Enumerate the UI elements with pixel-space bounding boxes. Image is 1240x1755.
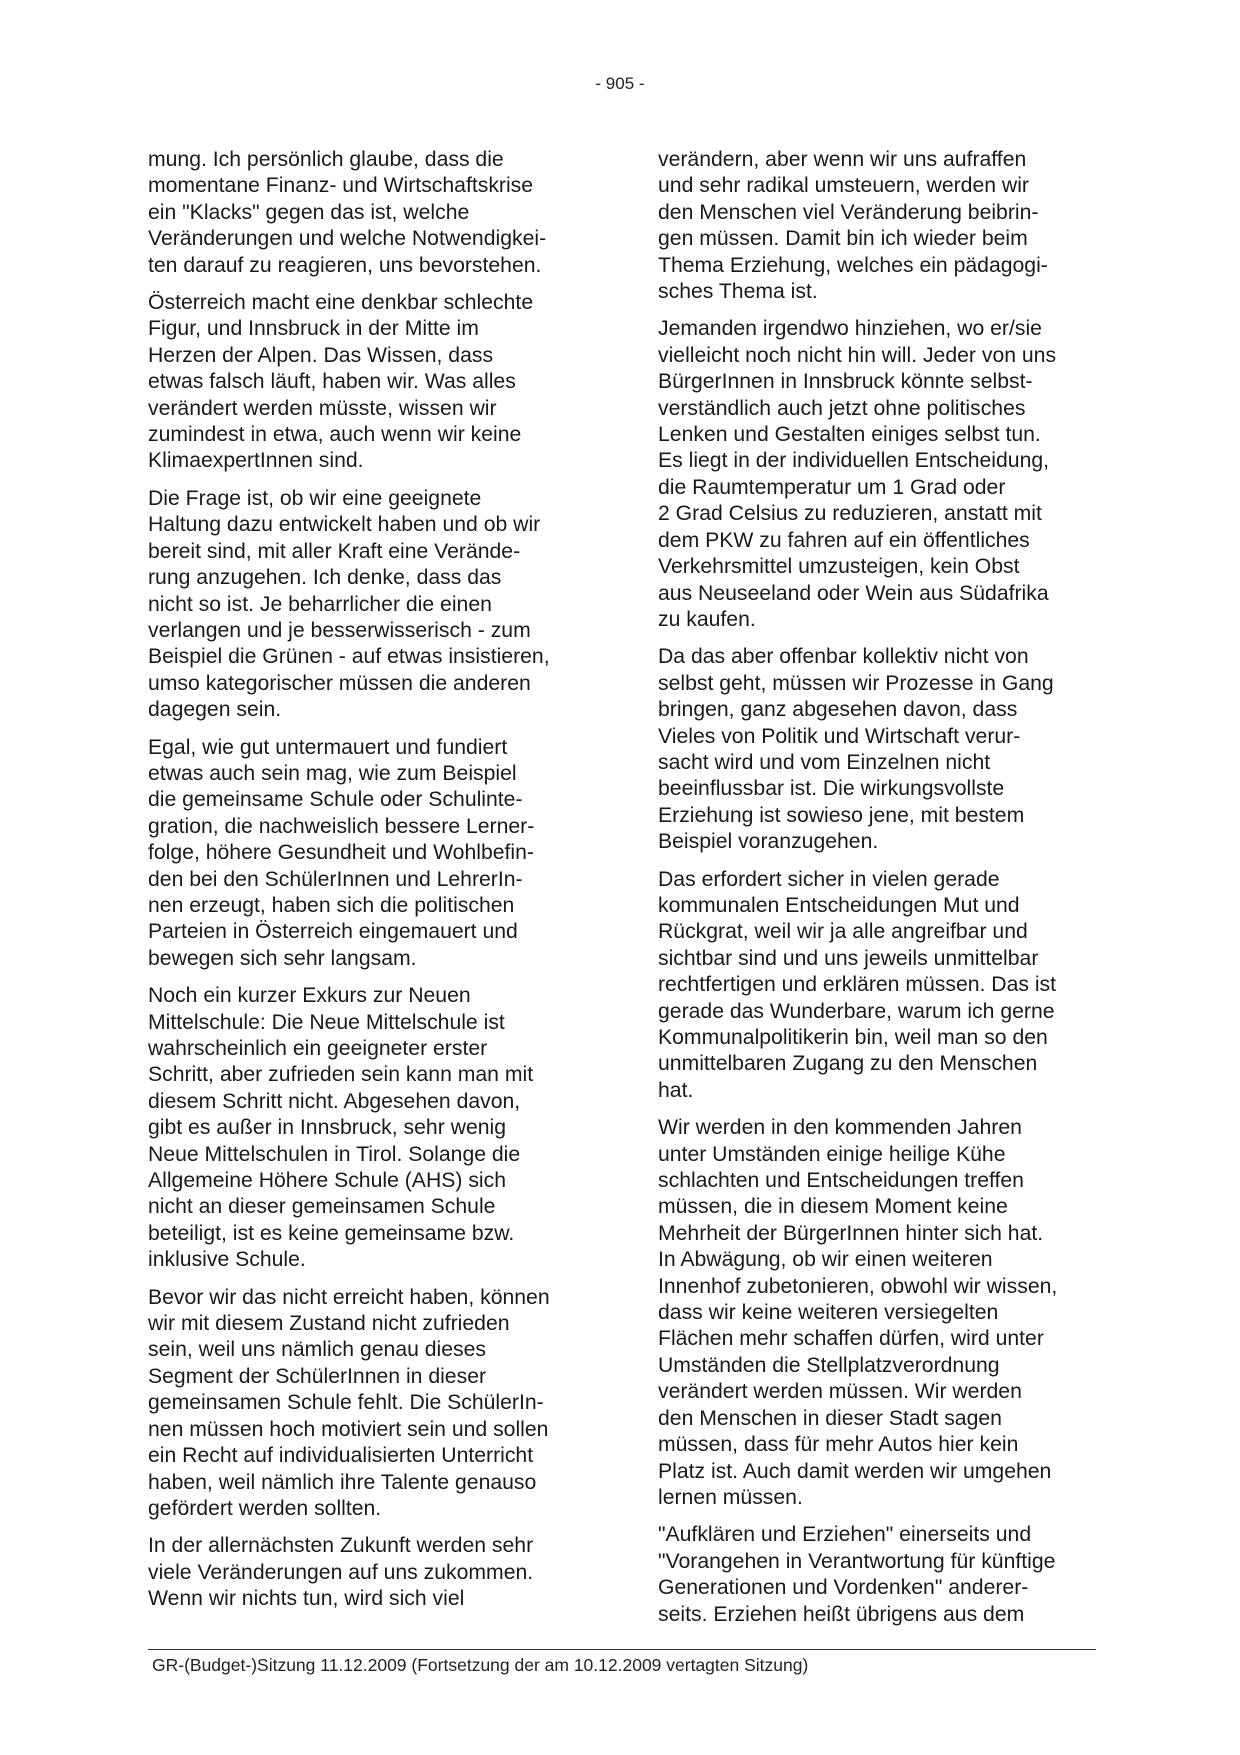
text-line: viele Veränderungen auf uns zukommen. (148, 1560, 534, 1584)
text-line: Haltung dazu entwickelt haben und ob wir (148, 513, 541, 537)
text-line: Innenhof zubetonieren, obwohl wir wissen, (658, 1274, 1058, 1298)
paragraph (148, 1533, 593, 1612)
text-line: nicht an dieser gemeinsamen Schule (148, 1195, 496, 1219)
text-line: zu kaufen. (658, 607, 756, 631)
text-line: wir mit diesem Zustand nicht zufrieden (148, 1312, 510, 1336)
paragraph (658, 147, 1103, 305)
text-line: lernen müssen. (658, 1485, 803, 1509)
text-line: Das erfordert sicher in vielen gerade (658, 867, 1000, 891)
text-line: bringen, ganz abgesehen davon, dass (658, 698, 1018, 722)
text-line: Veränderungen und welche Notwendigkei- (148, 227, 547, 251)
text-line: beteiligt, ist es keine gemeinsame bzw. (148, 1221, 515, 1245)
right-column (658, 147, 1103, 1639)
text-line: gibt es außer in Innsbruck, sehr wenig (148, 1116, 507, 1140)
text-line: dagegen sein. (148, 698, 282, 722)
text-line: ein Recht auf individualisierten Unterricht (148, 1444, 534, 1468)
text-line: und sehr radikal umsteuern, werden wir (658, 174, 1029, 198)
text-line: gerade das Wunderbare, warum ich gerne (658, 999, 1055, 1023)
text-line: Da das aber offenbar kollektiv nicht von (658, 645, 1029, 669)
text-line: die Raumtemperatur um 1 Grad oder (658, 475, 1006, 499)
text-line: etwas falsch läuft, haben wir. Was alles (148, 370, 516, 394)
paragraph (658, 1522, 1103, 1628)
paragraph (148, 735, 593, 973)
text-line: ein "Klacks" gegen das ist, welche (148, 200, 470, 224)
text-line: kommunalen Entscheidungen Mut und (658, 893, 1020, 917)
text-line: Lenken und Gestalten einiges selbst tun. (658, 423, 1041, 447)
text-line: Platz ist. Auch damit werden wir umgehen (658, 1459, 1052, 1483)
text-line: Erziehung ist sowieso jene, mit bestem (658, 803, 1025, 827)
text-line: hat. (658, 1078, 694, 1102)
text-line: Umständen die Stellplatzverordnung (658, 1353, 1000, 1377)
text-line: verändert werden müsste, wissen wir (148, 396, 497, 420)
paragraph (658, 316, 1103, 633)
text-line: dem PKW zu fahren auf ein öffentliches (658, 528, 1030, 552)
paragraph (658, 867, 1103, 1105)
text-line: BürgerInnen in Innsbruck könnte selbst- (658, 370, 1033, 394)
text-line: Kommunalpolitikerin bin, weil man so den (658, 1026, 1048, 1049)
text-line: Neue Mittelschulen in Tirol. Solange die (148, 1142, 521, 1166)
left-column (148, 147, 593, 1624)
text-line: Herzen der Alpen. Das Wissen, dass (148, 343, 494, 367)
text-line: beeinflussbar ist. Die wirkungsvollste (658, 777, 1005, 801)
text-line: schlachten und Entscheidungen treffen (658, 1169, 1024, 1193)
text-line: Thema Erziehung, welches ein pädagogi- (658, 253, 1048, 277)
text-line: gemeinsamen Schule fehlt. Die SchülerIn- (148, 1391, 544, 1415)
text-line: Beispiel die Grünen - auf etwas insistieren, (148, 645, 550, 669)
text-line: rung anzugehen. Ich denke, dass das (148, 566, 502, 590)
text-line: "Aufklären und Erziehen" einerseits und (658, 1523, 1032, 1547)
text-line: Die Frage ist, ob wir eine geeignete (148, 486, 482, 510)
text-line: Egal, wie gut untermauert und fundiert (148, 735, 508, 759)
text-line: inklusive Schule. (148, 1248, 306, 1272)
text-line: zumindest in etwa, auch wenn wir keine (148, 423, 522, 447)
text-line: Beispiel voranzugehen. (658, 830, 879, 854)
text-line: gration, die nachweislich bessere Lerner- (148, 814, 535, 838)
paragraph (148, 983, 593, 1273)
text-line: seits. Erziehen heißt übrigens aus dem (658, 1602, 1025, 1626)
text-line: selbst geht, müssen wir Prozesse in Gang (658, 671, 1054, 695)
text-line: den Menschen in dieser Stadt sagen (658, 1406, 1002, 1430)
text-line: wahrscheinlich ein geeigneter erster (148, 1037, 488, 1060)
text-line: Jemanden irgendwo hinziehen, wo er/sie (658, 317, 1042, 341)
paragraph (148, 147, 593, 279)
text-line: Noch ein kurzer Exkurs zur Neuen (148, 984, 471, 1008)
paragraph (658, 1115, 1103, 1511)
text-line: sches Thema ist. (658, 280, 818, 304)
text-line: Parteien in Österreich eingemauert und (148, 920, 518, 944)
text-line: Österreich macht eine denkbar schlechte (148, 291, 534, 315)
text-line: rechtfertigen und erklären müssen. Das ist (658, 973, 1057, 997)
text-line: "Vorangehen in Verantwortung für künftige (658, 1549, 1056, 1573)
text-line: gefördert werden sollten. (148, 1496, 382, 1520)
text-line: Generationen und Vordenken" anderer- (658, 1576, 1029, 1600)
text-line: KlimaexpertInnen sind. (148, 449, 364, 473)
text-line: Flächen mehr schaffen dürfen, wird unter (658, 1327, 1044, 1351)
footer-session-info: GR-(Budget-)Sitzung 11.12.2009 (Fortsetzung der am 10.12.2009 vertagten Sitzung) (152, 1655, 809, 1675)
text-line: verständlich auch jetzt ohne politisches (658, 396, 1026, 420)
paragraph (148, 290, 593, 475)
paragraph (148, 486, 593, 724)
text-line: Vieles von Politik und Wirtschaft verur- (658, 724, 1021, 748)
page-number: - 905 - (595, 74, 645, 93)
text-line: Es liegt in der individuellen Entscheidung, (658, 449, 1050, 473)
text-line: Rückgrat, weil wir ja alle angreifbar und (658, 920, 1028, 944)
text-line: müssen, dass für mehr Autos hier kein (658, 1433, 1019, 1457)
text-line: 2 Grad Celsius zu reduzieren, anstatt mit (658, 502, 1042, 526)
text-line: den Menschen viel Veränderung beibrin- (658, 200, 1039, 224)
text-line: Figur, und Innsbruck in der Mitte im (148, 317, 479, 341)
text-line: Mittelschule: Die Neue Mittelschule ist (148, 1010, 505, 1034)
text-line: Allgemeine Höhere Schule (AHS) sich (148, 1169, 506, 1193)
text-line: unmittelbaren Zugang zu den Menschen (658, 1052, 1038, 1076)
text-line: müssen, die in diesem Moment keine (658, 1195, 1008, 1219)
text-line: sichtbar sind und uns jeweils unmittelbar (658, 946, 1039, 970)
text-line: diesem Schritt nicht. Abgesehen davon, (148, 1089, 521, 1113)
text-line: momentane Finanz- und Wirtschaftskrise (148, 174, 534, 198)
text-line: Wir werden in den kommenden Jahren (658, 1116, 1022, 1140)
footer-divider (148, 1649, 1096, 1650)
text-line: den bei den SchülerInnen und LehrerIn- (148, 867, 523, 891)
text-line: etwas auch sein mag, wie zum Beispiel (148, 761, 517, 785)
text-line: verändern, aber wenn wir uns aufraffen (658, 148, 1027, 171)
text-line: bereit sind, mit aller Kraft eine Verände- (148, 539, 521, 563)
text-line: aus Neuseeland oder Wein aus Südafrika (658, 581, 1049, 605)
text-line: verlangen und je besserwisserisch - zum (148, 618, 531, 642)
text-line: nen müssen hoch motiviert sein und sollen (148, 1417, 549, 1441)
text-line: umso kategorischer müssen die anderen (148, 671, 531, 695)
text-line: dass wir keine weiteren versiegelten (658, 1301, 999, 1325)
text-line: verändert werden müssen. Wir werden (658, 1380, 1022, 1404)
text-line: vielleicht noch nicht hin will. Jeder von uns (658, 343, 1057, 367)
text-line: nen erzeugt, haben sich die politischen (148, 893, 515, 917)
text-line: Segment der SchülerInnen in dieser (148, 1364, 487, 1388)
text-line: Bevor wir das nicht erreicht haben, können (148, 1285, 550, 1309)
text-line: bewegen sich sehr langsam. (148, 946, 417, 970)
text-line: gen müssen. Damit bin ich wieder beim (658, 227, 1028, 251)
text-line: die gemeinsame Schule oder Schulinte- (148, 788, 523, 812)
text-line: folge, höhere Gesundheit und Wohlbefin- (148, 841, 534, 865)
text-line: Schritt, aber zufrieden sein kann man mit (148, 1063, 534, 1087)
text-line: ten darauf zu reagieren, uns bevorstehen. (148, 253, 542, 277)
paragraph (148, 1285, 593, 1523)
text-line: Mehrheit der BürgerInnen hinter sich hat. (658, 1221, 1044, 1245)
text-line: sein, weil uns nämlich genau dieses (148, 1338, 487, 1362)
text-line: mung. Ich persönlich glaube, dass die (148, 148, 504, 171)
text-line: Verkehrsmittel umzusteigen, kein Obst (658, 555, 1020, 579)
paragraph (658, 644, 1103, 855)
text-line: In Abwägung, ob wir einen weiteren (658, 1248, 993, 1272)
text-line: haben, weil nämlich ihre Talente genauso (148, 1470, 537, 1494)
text-line: unter Umständen einige heilige Kühe (658, 1142, 1006, 1166)
text-line: nicht so ist. Je beharrlicher die einen (148, 592, 492, 616)
text-line: Wenn wir nichts tun, wird sich viel (148, 1587, 465, 1611)
text-line: sacht wird und vom Einzelnen nicht (658, 750, 991, 774)
text-line: In der allernächsten Zukunft werden sehr (148, 1534, 534, 1558)
